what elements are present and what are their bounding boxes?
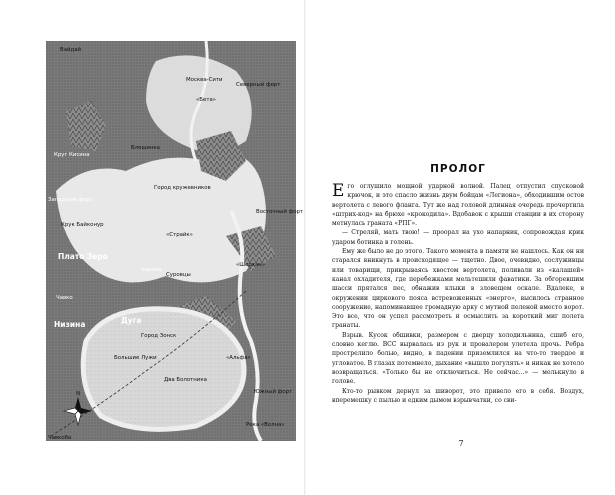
map-label-dva-bolotnika: Два Болотника	[164, 377, 207, 383]
map-label-nizina: Низина	[54, 320, 86, 329]
map-label-reka-volna: Река «Волна»	[246, 422, 285, 428]
map-label-krug-kisina: Круг Кисина	[54, 152, 90, 158]
compass-n-label: N	[76, 391, 81, 397]
map-sand-zone	[83, 309, 244, 430]
map-label-chawko: Чавко	[56, 295, 73, 301]
map-label-vostochny-fort: Восточный форт	[256, 209, 304, 215]
map-illustration	[46, 41, 304, 441]
map-svg	[46, 41, 304, 441]
map-label-alfa: «Альфа»	[226, 355, 251, 361]
map-label-severny-fort: Северный форт	[236, 82, 281, 88]
paragraph-4: Взрыв. Кусок обшивки, размером с дверцу холодильника, сшиб его, словно кеглю. ВСС вырвалась из рук и провалером улетела прочь. Ребра прострелило болью, видно, в падении приземлился на что-то твердое и угловатое. В глазах потемнело, дыхание «вышло погулять» и никак не хотело возвращаться. «Только бы не отключиться. Не сейчас...» — мелькнуло в голове.	[332, 331, 584, 386]
map-label-gorod-zona: Город Зонск	[141, 333, 177, 339]
page-number: 7	[458, 439, 464, 448]
map-label-vaidai: Вайдай	[60, 47, 82, 53]
paragraph-1	[332, 182, 584, 228]
map-label-zapadny-fort: Западный форт	[48, 197, 93, 203]
map-label-chawkoba: Чавкоба	[48, 435, 72, 441]
map-label-moskva-siti: Москва-Сити	[186, 77, 223, 83]
map-label-sherkhan: «Шерхан»	[236, 262, 266, 268]
prologue-text	[332, 163, 584, 405]
map-label-bolshie-luzhi: Большие Лужи	[114, 355, 157, 361]
map-label-surovtsy: Суровцы	[166, 272, 191, 278]
map-label-kruk-baikonur: Крук Байконур	[61, 222, 104, 228]
map-label-duga: Дуга	[121, 316, 142, 325]
paragraph-3: Ему же было не до этого. Такого момента в памяти не нашлось. Как он ни старался вникнуть в происходящее — тщетно. Двое, очевидно, сослуживцы или товарищи, прикрываясь хвостом вертолета, поливали из «калашей» канал охладителя, где перебежками мельтешили фаватики. За обгоревшим шасси прятался пес, обнажив клыки в зловещем оскале. Вдалеке, в окружении циркового пояса встревоженных «энерго», высилось странное сооружение, напоминавшее громадную арку с мутной пеленой вместо ворот. Это все, что он успел рассмотреть и осмыслить за короткий миг полета гранаты.	[332, 248, 584, 330]
map-label-beta: «Бета»	[196, 97, 217, 103]
paragraph-5: Кто-то рывком дернул за шиворот, это привело его в себя. Воздух, вперемешку с пылью и едким дымом взрывчатки, со сви-	[332, 387, 584, 404]
paragraph-1-text: го оглушило мощной ударной волной. Палец отпустил спусковой крючок, и это спасло жизнь двум бойцам «Легиона», обходившим остов вертолета с левого фланга. Тут же над головой длинная очередь прочертила «штрих-код» на брюхе «крокодила». Вдобавок с крыши станции в их сторону метнулась граната «РПГ».	[332, 183, 584, 228]
map-label-plato-zero: Плато Зеро	[58, 252, 108, 261]
map-label-bloshinka: Блошинка	[131, 145, 160, 151]
map-label-chanov: Чанова	[141, 267, 162, 273]
chapter-heading: ПРОЛОГ	[430, 163, 486, 175]
drop-cap: Е	[332, 181, 345, 201]
left-page	[0, 0, 306, 495]
map-label-gorod-kruzhevnikov: Город кружевников	[154, 185, 211, 191]
paragraph-2: — Стреляй, мать твою! — проорал на ухо напарник, сопровождая крик ударом ботинка в голень.	[332, 229, 584, 246]
map-label-yuzhny-fort: Южный форт	[254, 389, 293, 395]
map-label-strazhe: «Страйк»	[166, 232, 193, 238]
